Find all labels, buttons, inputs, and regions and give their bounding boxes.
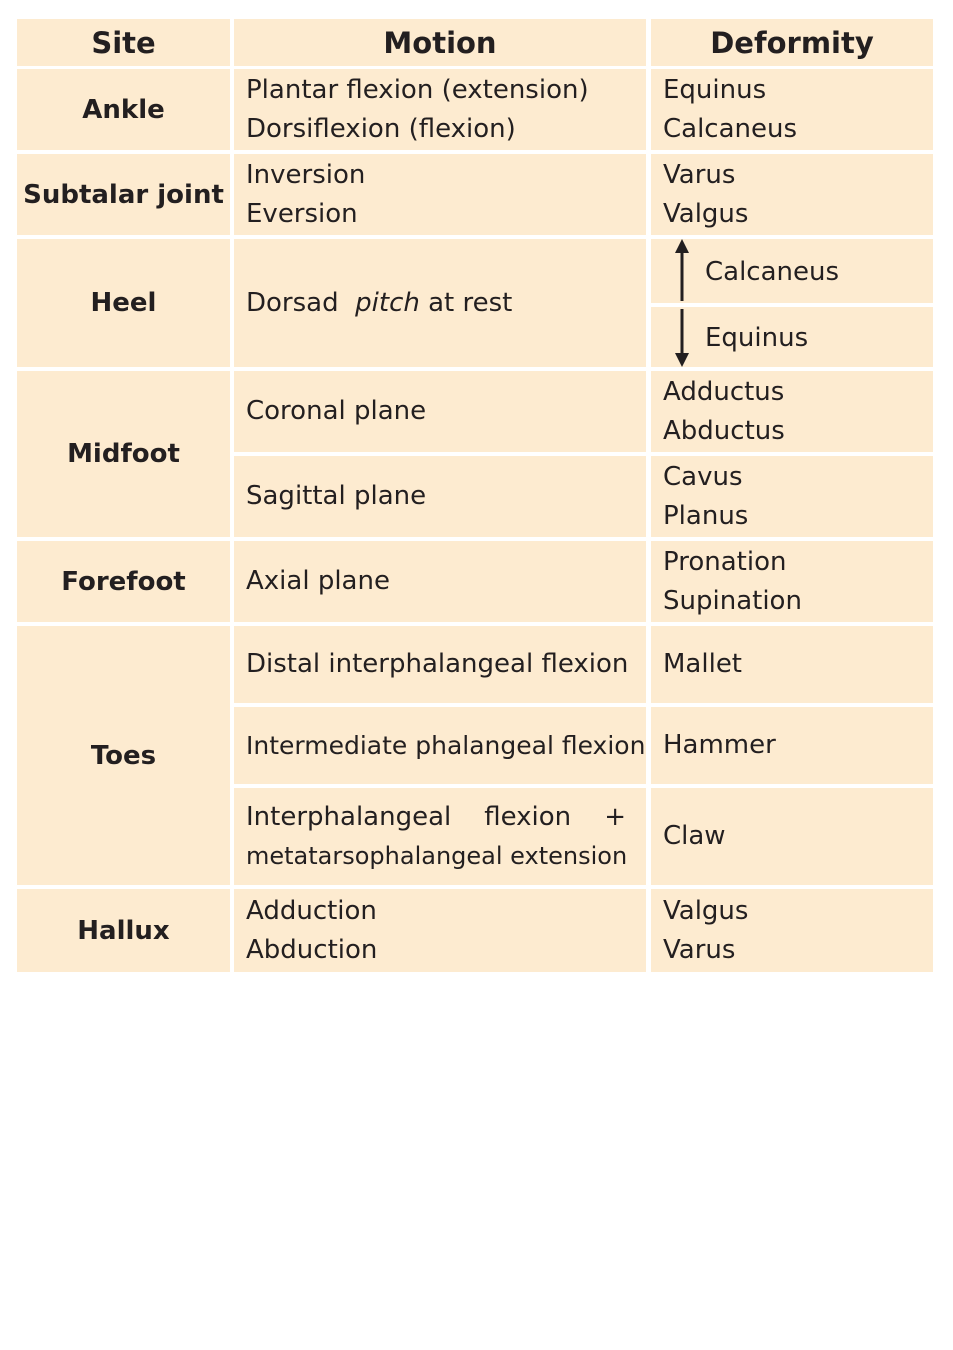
deformity-hallux-line1: Valgus (663, 895, 749, 926)
deformity-toes-hammer: Hammer (663, 730, 776, 760)
site-midfoot: Midfoot (17, 371, 230, 537)
deformity-heel-up (651, 239, 933, 303)
motion-toes-claw-word2: flexion (484, 801, 572, 832)
motion-subtalar-line2: Eversion (246, 198, 358, 229)
header-motion: Motion (234, 19, 646, 66)
arrow-up-icon (671, 239, 693, 303)
arrow-down-icon (671, 307, 693, 367)
motion-midfoot-coronal-text: Coronal plane (246, 396, 427, 426)
motion-heel-suffix: at rest (428, 287, 513, 318)
motion-toes-distal (234, 626, 646, 703)
motion-midfoot-coronal (234, 371, 646, 452)
deformity-toes-claw (651, 788, 933, 885)
motion-hallux-line1: Adduction (246, 895, 377, 926)
site-subtalar: Subtalar joint (17, 154, 230, 235)
deformity-subtalar (651, 154, 933, 235)
motion-ankle (234, 69, 646, 150)
motion-toes-claw-line2: metatarsophalangeal extension (246, 841, 628, 870)
motion-hallux (234, 889, 646, 972)
motion-toes-distal-text: Distal interphalangeal flexion (246, 649, 629, 679)
motion-subtalar-line1: Inversion (246, 159, 366, 190)
motion-midfoot-sagittal (234, 456, 646, 537)
deformity-ankle-line1: Equinus (663, 74, 767, 105)
deformity-heel-equinus: Equinus (705, 323, 809, 353)
motion-hallux-line2: Abduction (246, 934, 378, 965)
motion-heel-pitch: pitch (355, 287, 420, 318)
deformity-toes-intermediate (651, 707, 933, 784)
site-heel: Heel (17, 239, 230, 367)
motion-toes-claw-line1 (246, 798, 626, 837)
motion-ankle-line1: Plantar flexion (extension) (246, 74, 589, 105)
deformity-toes-claw-text: Claw (663, 821, 726, 851)
deformity-midfoot-coronal-line2: Abductus (663, 415, 785, 446)
deformity-subtalar-line2: Valgus (663, 198, 749, 229)
site-hallux: Hallux (17, 889, 230, 972)
deformity-forefoot-line1: Pronation (663, 546, 787, 577)
deformity-midfoot-sagittal-line1: Cavus (663, 461, 743, 492)
deformity-midfoot-coronal (651, 371, 933, 452)
deformity-toes-mallet: Mallet (663, 649, 743, 679)
motion-toes-claw-word1: Interphalangeal (246, 801, 452, 832)
motion-forefoot-text: Axial plane (246, 566, 390, 596)
deformity-ankle-line2: Calcaneus (663, 113, 798, 144)
header-deformity: Deformity (651, 19, 933, 66)
deformity-ankle (651, 69, 933, 150)
header-site: Site (17, 19, 230, 66)
deformity-heel-calcaneus: Calcaneus (705, 257, 840, 287)
deformity-midfoot-sagittal (651, 456, 933, 537)
site-forefoot: Forefoot (17, 541, 230, 622)
site-toes: Toes (17, 626, 230, 885)
deformity-midfoot-sagittal-line2: Planus (663, 500, 749, 531)
motion-toes-claw (234, 788, 646, 885)
motion-subtalar (234, 154, 646, 235)
motion-heel-text (246, 284, 646, 323)
motion-toes-intermediate (234, 707, 646, 784)
motion-ankle-line2: Dorsiflexion (flexion) (246, 113, 516, 144)
site-ankle: Ankle (17, 69, 230, 150)
motion-heel-prefix: Dorsad (246, 287, 339, 318)
deformity-forefoot-line2: Supination (663, 585, 802, 616)
motion-toes-claw-plus: + (604, 801, 626, 832)
motion-forefoot (234, 541, 646, 622)
deformity-heel-down (651, 307, 933, 367)
deformity-table (17, 19, 933, 972)
deformity-toes-distal (651, 626, 933, 703)
deformity-midfoot-coronal-line1: Adductus (663, 376, 785, 407)
motion-toes-intermediate-text: Intermediate phalangeal flexion (246, 731, 646, 760)
motion-midfoot-sagittal-text: Sagittal plane (246, 481, 427, 511)
deformity-hallux (651, 889, 933, 972)
deformity-subtalar-line1: Varus (663, 159, 736, 190)
deformity-hallux-line2: Varus (663, 934, 736, 965)
motion-heel (234, 239, 646, 367)
deformity-forefoot (651, 541, 933, 622)
